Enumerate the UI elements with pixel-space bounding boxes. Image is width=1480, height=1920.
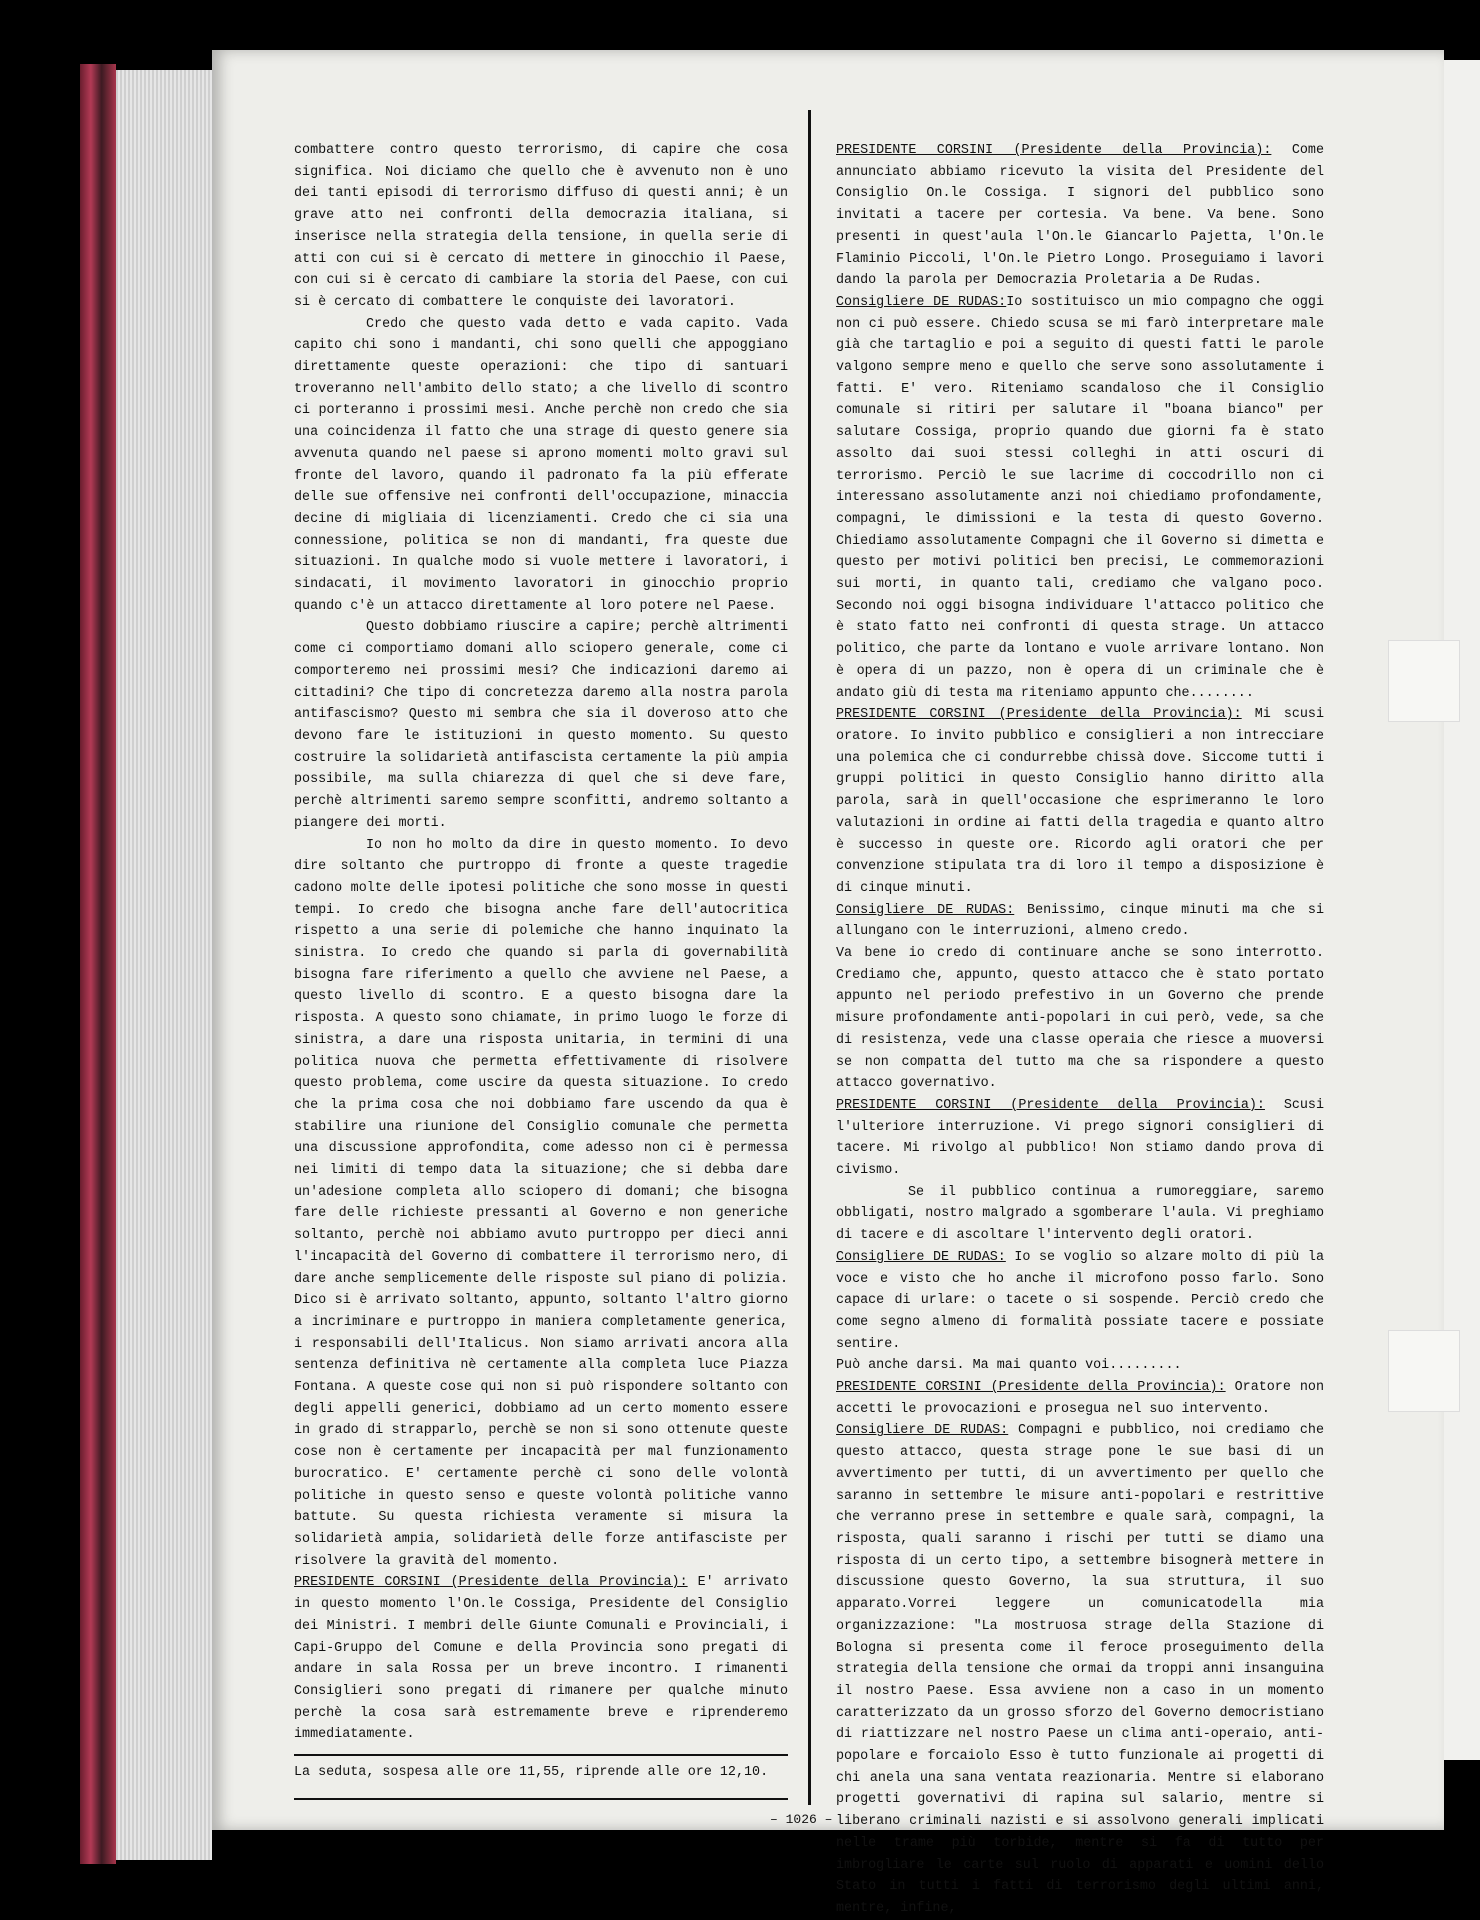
speech-text: Mi scusi oratore. Io invito pubblico e consiglieri a non intrecciare una polemica che ci condurrebbe chissà dove. Siccome tutti i gruppi politici in questo Consiglio hanno diritto alla parola, sarà in quell'occasione che esprimeranno le loro valutazioni in ordine ai fatti della tragedia e quanto altro è successo in queste ore. Ricordo agli oratori che per convenzione stipulata tra di loro il tempo a disposizione è di cinque minuti.: [836, 707, 1324, 896]
right-page-edge: [1440, 60, 1480, 1760]
speech: [294, 1572, 788, 1746]
speaker-name: Consigliere DE RUDAS:: [836, 902, 1015, 918]
paragraph: Io non ho molto da dire in questo momento. Io devo dire soltanto che purtroppo di fronte a queste tragedie cadono molte delle ipotesi politiche che sono mosse in questi tempi. Io credo che bisogna anche fare dell'autocritica rispetto a una serie di polemiche che hanno inquinato la sinistra. Io credo che quando si parla di governabilità bisogna fare riferimento a quello che avviene nel Paese, a questo livello di scontro. E a questo bisogna dare la risposta. A questo sono chiamate, in primo luogo le forze di sinistra, a dare una risposta unitaria, in termini di una politica nuova che permetta effettivamente di risolvere questo problema, come uscire da questa situazione. Io credo che la prima cosa che noi dobbiamo fare uscendo da qua è stabilire una riunione del Consiglio comunale che permetta una discussione approfondita, come adesso non ci è permessa nei limiti di tempo data la situazione; che si debba dare un'adesione completa allo sciopero di domani; che bisogna fare delle richieste pressanti al Governo e non generiche soltanto, perchè noi abbiamo avuto purtroppo per dieci anni l'incapacità del Governo di combattere il terrorismo nero, di dare anche semplicemente delle risposte sul piano di polizia. Dico si è arrivato soltanto, appunto, soltanto l'altro giorno a incriminare e purtroppo in maniera completamente generica, i responsabili dell'Italicus. Non siamo arrivati ancora alla sentenza definitiva nè certamente alla completa luce Piazza Fontana. A queste cose qui non si può rispondere soltanto con degli appelli generici, dobbiamo ad un certo momento essere in grado di strapparlo, perchè se non si sono ottenute queste cose non è certamente per incapacità per mal funzionamento burocratico. E' certamente perchè ci sono delle volontà politiche in questo senso e queste volontà politiche vanno battute. Su questa richiesta veramente si misura la solidarietà ampia, solidarietà delle forze antifasciste per risolvere la gravità del momento.: [294, 837, 788, 1569]
speech-text: Io se voglio so alzare molto di più la voce e visto che ho anche il microfono posso farlo. Sono capace di urlare: o tacete o si sospende. Perciò credo che come segno almeno di formalità possiate tacere e possiate sentire.: [836, 1249, 1324, 1352]
speech: [836, 1420, 1324, 1919]
speech-text: E' arrivato in questo momento l'On.le Cossiga, Presidente del Consiglio dei Ministri. I membri delle Giunte Comunali e Provinciali, i Capi-Gruppo del Comune e della Provincia sono pregati di andare in sala Rossa per un breve incontro. I rimanenti Consiglieri sono pregati di rimanere per qualche minuto perchè la cosa sarà estremamente breve e riprenderemo immediatamente.: [294, 1575, 788, 1743]
speaker-name: Consigliere DE RUDAS:: [836, 1249, 1006, 1265]
paper-tab: [1388, 640, 1460, 722]
paragraph: Credo che questo vada detto e vada capito. Vada capito chi sono i mandanti, chi sono quelli che appoggiano direttamente queste operazioni: che tipo di santuari troveranno nell'ambito dello stato; a che livello di scontro ci porteranno i prossimi mesi. Anche perchè non credo che sia una coincidenza il fatto che una strage di questo genere sia avvenuta quando nel paese si aprono momenti molto gravi sul fronte del lavoro, quando il padronato fa la più efferate delle sue offensive nei confronti dell'occupazione, minaccia decine di migliaia di licenziamenti. Credo che ci sia una connessione, politica se non di mandanti, fra queste due situazioni. In qualche modo si vuole mettere i lavoratori, i sindacati, il movimento lavoratori in ginocchio proprio quando c'è un attacco direttamente al loro potere nel Paese.: [294, 316, 788, 614]
speech: [836, 704, 1324, 899]
speaker-name: PRESIDENTE CORSINI (Presidente della Provincia):: [836, 143, 1272, 158]
speech: [836, 1377, 1324, 1420]
speaker-name: PRESIDENTE CORSINI (Presidente della Provincia):: [836, 1380, 1226, 1396]
page-stack-edge: [116, 70, 212, 1860]
paragraph: Può anche darsi. Ma mai quanto voi.........: [836, 1358, 1182, 1374]
speech-text: Compagni e pubblico, noi crediamo che questo attacco, questa strage pone le sue basi di un avvertimento per tutti, di un avvertimento per quello che saranno in settembre le misure anti-popolari e restrittive che verranno prese in settembre e quale sarà, compagni, la risposta, quali saranno i rischi per tutti se diamo una risposta di un certo tipo, a settembre bisognerà mettere in discussione questo Governo, la sua struttura, il suo apparato.Vorrei leggere un comunicatodella mia organizzazione: "La mostruosa strage della Stazione di Bologna si presenta come il feroce proseguimento della strategia della tensione che ormai da troppi anni insanguina il nostro Paese. Essa avviene non a caso in un momento caratterizzato da un grosso sforzo del Governo democristiano di riattizzare nel nostro Paese un clima anti-operaio, anti-popolare e forcaiolo Esso è tutto funzionale ai progetti di chi anela una sana ventata reazionaria. Mentre si elaborano progetti governativi di rapina sul salario, mentre si liberano criminali nazisti e si assolvono generali implicati nelle trame più torbide, mentre si fa di tutto per imbrogliare le carte sul ruolo di apparati e uomini dello Stato in tutti i fatti di terrorismo degli ultimi anni, mentre, infine,: [836, 1423, 1325, 1916]
separator-line: [294, 1754, 788, 1756]
book-spine: [80, 64, 116, 1864]
right-column: [836, 140, 1324, 1920]
left-column: [294, 140, 788, 1800]
speech-text: Come annunciato abbiamo ricevuto la visita del Presidente del Consiglio On.le Cossiga. I signori del pubblico sono invitati a tacere per cortesia. Va bene. Va bene. Sono presenti in quest'aula l'On.le Giancarlo Pajetta, l'On.le Flaminio Piccoli, l'On.le Pietro Longo. Proseguiamo i lavori dando la parola per Democrazia Proletaria a De Rudas.: [836, 143, 1324, 289]
paragraph: Questo dobbiamo riuscire a capire; perchè altrimenti come ci comportiamo domani allo sciopero generale, come ci comporteremo nei prossimi mesi? Che indicazioni daremo ai cittadini? Che tipo di concretezza daremo alla nostra parola antifascismo? Questo mi sembra che sia il doveroso atto che devono fare le istituzioni in questo momento. Su questo costruire la solidarietà antifascista certamente la più ampia possibile, ma sulla chiarezza di quel che si deve fare, perchè altrimenti saremo sempre sconfitti, andremo soltanto a piangere dei morti.: [294, 620, 788, 831]
speech: [836, 1247, 1324, 1356]
session-note: La seduta, sospesa alle ore 11,55, riprende alle ore 12,10.: [294, 1765, 769, 1781]
speech: [836, 292, 1324, 704]
paragraph: combattere contro questo terrorismo, di capire che cosa significa. Noi diciamo che quello che è avvenuto non è uno dei tanti episodi di terrorismo diffuso di questi anni; è un grave atto nei confronti della democrazia italiana, si inserisce nella strategia della tensione, in quella serie di atti con cui si è cercato di mettere in ginocchio il Paese, con cui si è cercato di cambiare la storia del Paese, con cui si è cercato di combattere le conquiste dei lavoratori.: [294, 143, 788, 310]
paragraph: Va bene io credo di continuare anche se sono interrotto. Crediamo che, appunto, questo attacco che è stato portato appunto nel periodo prefestivo in un Governo che prende misure profondamente anti-popolari in cui però, vede, sa che di resistenza, vede una classe operaia che riesce a muoversi se non compatta del tutto ma che sa rispondere a questo attacco governativo.: [836, 946, 1324, 1092]
column-divider: [808, 110, 811, 1805]
speech: [836, 1095, 1324, 1182]
separator-line: [294, 1798, 788, 1800]
speech: [836, 140, 1324, 292]
page-number: – 1026 –: [770, 1812, 833, 1827]
paragraph: Se il pubblico continua a rumoreggiare, saremo obbligati, nostro malgrado a sgomberare l'aula. Vi preghiamo di tacere e di ascoltare l'intervento degli oratori.: [836, 1184, 1324, 1244]
speaker-name: PRESIDENTE CORSINI (Presidente della Provincia):: [294, 1575, 688, 1591]
speaker-name: PRESIDENTE CORSINI (Presidente della Provincia):: [836, 707, 1242, 723]
speech-text: Io sostituisco un mio compagno che oggi non ci può essere. Chiedo scusa se mi farò interpretare male già che tartaglio e poi a seguito di questi fatti le parole valgono sempre meno e quello che serve sono assolutamente i fatti. E' vero. Riteniamo scandaloso che il Consiglio comunale si ritiri per salutare il "boana bianco" per salutare Cossiga, proprio quando due giorni fa è stato assolto dai suoi stessi colleghi in atti oscuri di terrorismo. Perciò le sue lacrime di coccodrillo non ci interessano assolutamente anzi noi chiediamo profondamente, compagni, le dimissioni e la testa di questo Governo. Chiediamo assolutamente Compagni che il Governo si dimetta e questo per motivi politici ben precisi, Le commemorazioni sui morti, in quanto tali, crediamo che valgano poco. Secondo noi oggi bisogna individuare l'attacco politico che è stato fatto nei confronti di questa strage. Un attacco politico, che parte da lontano e vuole arrivare lontano. Non è opera di un pazzo, non è opera di un criminale che è andato giù di testa ma riteniamo appunto che........: [836, 294, 1324, 701]
speech-text: Oratore non accetti le provocazioni e prosegua nel suo intervento.: [836, 1380, 1324, 1417]
paper-tab: [1388, 1330, 1460, 1412]
speaker-name: Consigliere DE RUDAS:: [836, 294, 1007, 310]
speaker-name: PRESIDENTE CORSINI (Presidente della Provincia):: [836, 1097, 1265, 1113]
speech-text: Benissimo, cinque minuti ma che si allungano con le interruzioni, almeno credo.: [836, 902, 1324, 940]
speech-text: Scusi l'ulteriore interruzione. Vi prego signori consiglieri di tacere. Mi rivolgo al pubblico! Non stiamo dando prova di civismo.: [836, 1097, 1324, 1179]
speaker-name: Consigliere DE RUDAS:: [836, 1423, 1009, 1439]
speech: [836, 900, 1324, 943]
